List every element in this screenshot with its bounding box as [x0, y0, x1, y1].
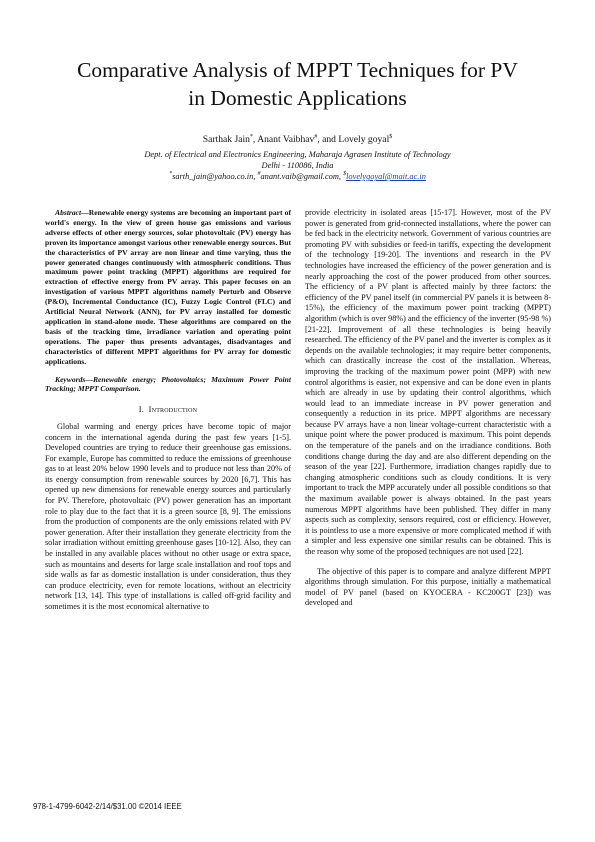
section-title: Introduction — [148, 405, 198, 415]
title-line-2: in Domestic Applications — [188, 86, 407, 110]
author-2-mark: # — [314, 133, 318, 140]
email-3-link[interactable]: lovelygoyal@mait.ac.in — [346, 172, 426, 181]
intro-paragraph-1: Global warming and energy prices have become topic of major concern in the international agenda during the past few years [1-5]. Developed countries are trying to reduce their greenhouse gas emissions. For example, Europe has committed to reduce the emissions of greenhouse gas to at least 20% below 1990 levels and to produce not less than 20% of its energy consumption from renewable sources by 2020 [6,7]. This has opened up new dimensions for renewable energy sources and particularly for PV. Therefore, photovoltaic (PV) power generation has an important role to play due to the fact that it is a green source [8, 9]. The emissions from the production of components are the only emissions related with PV power generation. After their installation they generate electricity from the solar irradiation without emitting greenhouse gases [10-12]. Also, they can be installed in any available places without no other usage or extra space, such as mountains and deserts for large scale installation and roof tops and side walls as far as domestic installation is under consideration, thus they can produce electricity, even for remote locations, without an electricity network [13, 14]. This type of installations is called off-grid facility and sometimes it is the most economical alternative to — [45, 421, 291, 611]
abstract-text: —Renewable energy systems are becoming an important part of world's energy. In the view of green house gas emissions and various adverse effects of other energy sources, solar photovoltaic (PV) energy has proven its importance amongst various other renewable energy sources. But the characteristics of PV array are non linear and time varying, thus the power generated changes continuously with atmospheric conditions. Thus maximum power point tracking (MPPT) algorithms are required for extraction of effective energy from PV array. This paper focuses on an investigation of various MPPT algorithms namely Perturb and Observe (P&O), Incremental Conductance (IC), Fuzzy Logic Control (FLC) and Artificial Neural Network (ANN), for PV array installed for domestic application in stand-alone mode. These algorithms are compared on the basis of the tracking time, irradiance variation and operating point operations. The paper thus presents advantages, disadvantages and characteristics of different MPPT algorithms for PV array for domestic applications. — [45, 208, 291, 366]
author-3: , and Lovely goyal — [317, 134, 390, 145]
keywords: Keywords—Renewable energy; Photovoltaics; Maximum Power Point Tracking; MPPT Comparison. — [45, 374, 291, 394]
email-1: sarth_jain@yahoo.co.in, — [172, 172, 256, 181]
intro-paragraph-continued: provide electricity in isolated areas [15-17]. However, most of the PV power is generated from grid-connected installations, where the power can be fed back in the electricity network. Government of various countries are promoting PV with subsidies or feed-in tariffs, expecting the development of the technology [19-20]. The inventions and research in the PV technologies have increased the efficiency of the power generation and is nearly approaching the cost of the power produced from other sources. The efficiency of a PV plant is affected mainly by three factors: the efficiency of the PV panel itself (in commercial PV panels it is between 8-15%), the efficiency of the maximum power point tracking (MPPT) algorithm (which is over 98%) and the efficiency of the inverter (95-98 %) [21-22]. Improvement of all these technologies is being heavily researched. The efficiency of the PV panel and the inverter is complex as it depends on the available technologies; it may require better components, which can drastically increase the cost of the installation. Whereas, improving the tracking of the maximum power point (MPP) with new control algorithms is easier, not expensive and can be done even in plants which are already in use by updating their control algorithms, which would lead to an immediate increase in PV power generation and consequently a reduction in its price. MPPT algorithms are necessary because PV arrays have a non linear voltage-current characteristic with a unique point where the power produced is maximum. This point depends on the temperature of the panels and on the irradiance conditions. Both conditions change during the day and are also different depending on the season of the year [22]. Furthermore, irradiation changes rapidly due to changing atmospheric conditions such as cloudy conditions. It is very important to track the MPP accurately under all possible conditions so that the maximum available power is always obtained. In the past years numerous MPPT algorithms have been published. They differ in many aspects such as complexity, sensors required, cost or efficiency. However, it is pointless to use a more expensive or more complicated method if with a simpler and less expensive one similar results can be obtained. This is the reason why some of the proposed techniques are not used [22]. — [305, 208, 551, 556]
author-1-mark: * — [249, 133, 253, 140]
section-heading-introduction — [45, 405, 291, 416]
copyright-footer: 978-1-4799-6042-2/14/$31.00 ©2014 IEEE — [33, 802, 182, 811]
right-column — [305, 208, 551, 609]
email-2: anant.vaib@gmail.com, — [260, 172, 341, 181]
abstract — [45, 208, 291, 367]
email-2-mark: # — [257, 171, 261, 178]
affiliation-dept: Dept. of Electrical and Electronics Engineering, Maharaja Agrasen Institute of Technology — [144, 150, 451, 159]
affiliation — [40, 149, 555, 182]
author-list — [40, 134, 555, 146]
abstract-label: Abstract — [55, 208, 82, 217]
paper-title — [40, 56, 555, 112]
affiliation-emails — [40, 171, 555, 182]
author-3-mark: $ — [389, 133, 393, 140]
affiliation-city: Delhi - 110086, India — [261, 161, 334, 170]
intro-paragraph-objective: The objective of this paper is to compare and analyze different MPPT algorithms through simulation. For this purpose, initially a mathematical model of PV panel (based on KYOCERA - KC200GT [23]) was developed and — [305, 566, 551, 608]
left-column — [45, 208, 291, 613]
author-2: , Anant Vaibhav — [252, 134, 315, 145]
author-1: Sarthak Jain — [202, 134, 250, 145]
email-1-mark: * — [169, 171, 173, 178]
email-3-mark: $ — [343, 171, 347, 178]
title-line-1: Comparative Analysis of MPPT Techniques for PV — [77, 58, 518, 82]
section-number: I. — [138, 405, 145, 415]
